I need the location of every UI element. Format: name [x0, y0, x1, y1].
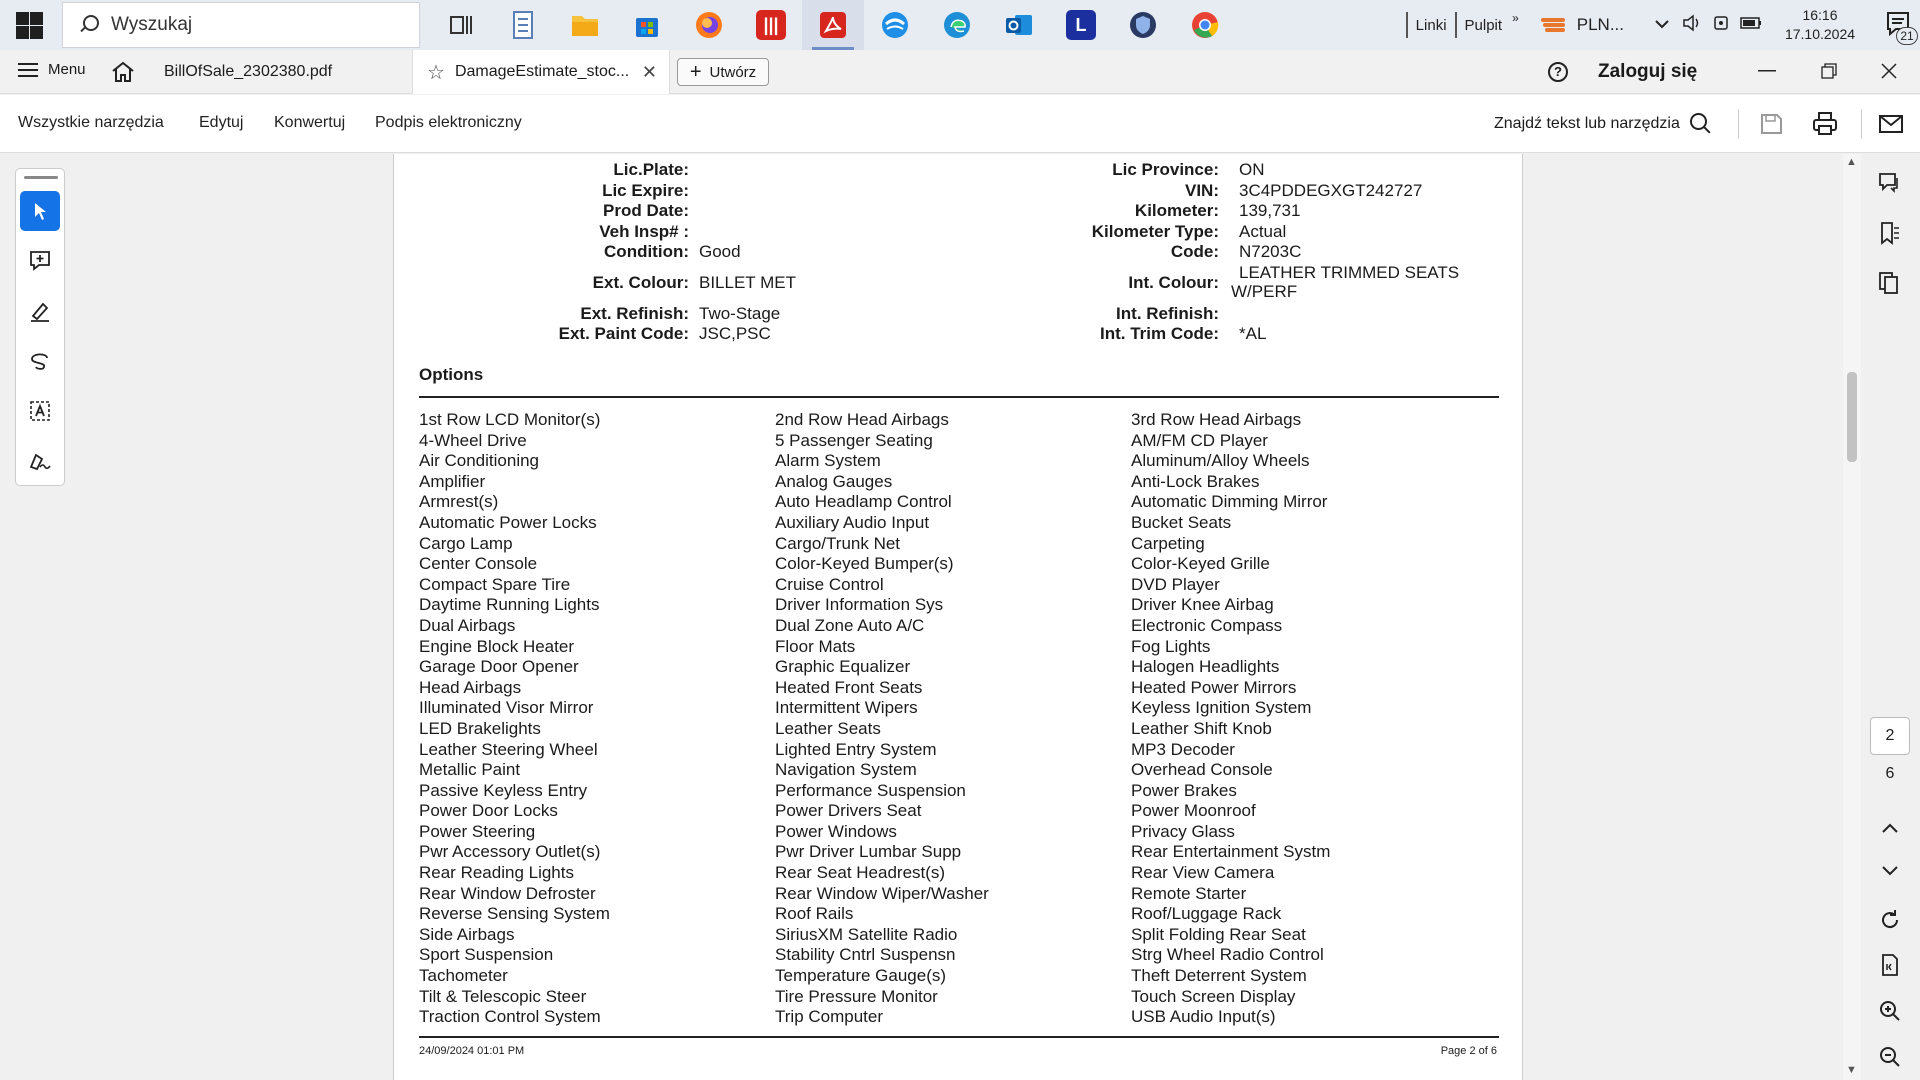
- option-item: Anti-Lock Brakes: [1131, 471, 1260, 491]
- rotate-icon[interactable]: [1876, 906, 1904, 934]
- option-item: Roof Rails: [775, 904, 854, 924]
- options-heading: Options: [419, 365, 484, 384]
- option-item: Remote Starter: [1131, 883, 1247, 903]
- option-item: Garage Door Opener: [419, 657, 579, 677]
- option-item: 3rd Row Head Airbags: [1131, 410, 1302, 429]
- field-value: JSC,PSC: [699, 324, 771, 343]
- option-item: Driver Information Sys: [775, 595, 944, 615]
- option-item: DVD Player: [1131, 574, 1220, 594]
- vehicle-row: [394, 242, 1522, 263]
- search-icon: [1690, 113, 1712, 135]
- pages-panel-icon[interactable]: [1874, 268, 1904, 298]
- option-item: Halogen Headlights: [1131, 657, 1280, 677]
- option-item: Air Conditioning: [419, 451, 540, 471]
- option-item: Cruise Control: [775, 574, 884, 594]
- weather-label[interactable]: PLN...: [1576, 15, 1624, 34]
- close-tab-icon[interactable]: ✕: [641, 61, 657, 82]
- taskbar-clock[interactable]: [1770, 6, 1870, 44]
- option-item: Power Drivers Seat: [775, 801, 922, 821]
- field-label: Kilometer:: [1134, 201, 1219, 220]
- field-label: Int. Refinish:: [1116, 304, 1219, 323]
- option-item: Side Airbags: [419, 924, 515, 944]
- restore-icon[interactable]: [1809, 56, 1849, 86]
- option-item: Tire Pressure Monitor: [775, 986, 938, 1006]
- option-item: Illuminated Visor Mirror: [419, 698, 594, 718]
- options-column-1: [419, 410, 610, 1028]
- option-item: Driver Knee Airbag: [1131, 595, 1274, 615]
- option-item: AM/FM CD Player: [1131, 430, 1268, 450]
- option-item: Traction Control System: [419, 1007, 601, 1027]
- menu-button[interactable]: [18, 61, 86, 78]
- field-value: 139,731: [1239, 201, 1301, 220]
- edit-menu[interactable]: Edytuj: [199, 114, 244, 131]
- option-item: Color-Keyed Bumper(s): [775, 554, 954, 574]
- previous-page-icon[interactable]: [1876, 814, 1904, 842]
- option-item: Rear Reading Lights: [419, 863, 574, 883]
- field-label: Ext. Refinish:: [580, 304, 689, 323]
- option-item: Fog Lights: [1131, 636, 1211, 656]
- document-scrollbar[interactable]: [1843, 154, 1861, 1080]
- field-value-continued: W/PERF: [1231, 282, 1298, 301]
- option-item: Strg Wheel Radio Control: [1131, 945, 1324, 965]
- option-item: Power Windows: [775, 821, 897, 841]
- option-item: Lighted Entry System: [775, 739, 937, 759]
- option-item: Leather Shift Knob: [1131, 718, 1272, 738]
- current-page-input[interactable]: 2: [1870, 717, 1910, 755]
- file-explorer-icon[interactable]: [554, 0, 616, 50]
- windows-start-icon[interactable]: [14, 10, 44, 40]
- option-item: Amplifier: [419, 471, 486, 491]
- select-tool-icon[interactable]: [20, 191, 60, 231]
- option-item: Roof/Luggage Rack: [1131, 904, 1282, 924]
- option-item: Split Folding Rear Seat: [1131, 924, 1306, 944]
- zoom-in-icon[interactable]: [1876, 997, 1904, 1025]
- field-label: Code:: [1170, 242, 1219, 261]
- l-app-icon[interactable]: L: [1050, 0, 1112, 50]
- option-item: Metallic Paint: [419, 760, 521, 780]
- option-item: Auto Headlamp Control: [775, 492, 952, 512]
- option-item: Analog Gauges: [775, 471, 893, 491]
- option-item: 4-Wheel Drive: [419, 430, 527, 450]
- minimize-icon[interactable]: [1747, 56, 1787, 86]
- vehicle-row: [394, 222, 1522, 243]
- highlight-pen-icon[interactable]: [20, 291, 60, 331]
- field-value: Actual: [1239, 222, 1287, 241]
- option-item: Aluminum/Alloy Wheels: [1131, 451, 1310, 471]
- option-item: Carpeting: [1131, 533, 1205, 553]
- sign-in-button[interactable]: Zaloguj się: [1598, 61, 1698, 82]
- save-icon[interactable]: [1756, 109, 1786, 139]
- print-icon[interactable]: [1810, 109, 1840, 139]
- scrollbar-thumb[interactable]: [1847, 372, 1857, 462]
- add-comment-icon[interactable]: [20, 241, 60, 281]
- bookmarks-panel-icon[interactable]: [1874, 218, 1904, 248]
- toolbar-divider: [1861, 109, 1862, 139]
- option-item: Bucket Seats: [1131, 512, 1232, 532]
- windows-taskbar: [0, 0, 1920, 50]
- chrome-icon[interactable]: [1174, 0, 1236, 50]
- footer-page-number: Page 2 of 6: [1440, 1045, 1497, 1057]
- option-item: Daytime Running Lights: [419, 595, 600, 615]
- chevron-up-icon[interactable]: [1654, 17, 1670, 34]
- email-icon[interactable]: [1876, 109, 1906, 139]
- app-red-icon[interactable]: |||: [740, 0, 802, 50]
- option-item: Armrest(s): [419, 492, 499, 512]
- comments-panel-icon[interactable]: [1874, 168, 1904, 198]
- field-label: Int. Colour:: [1128, 273, 1219, 292]
- tray-divider: [1406, 12, 1408, 38]
- option-item: Overhead Console: [1131, 760, 1273, 780]
- scroll-down-arrow-icon[interactable]: ▼: [1846, 1064, 1857, 1076]
- outlook-icon[interactable]: [988, 0, 1050, 50]
- option-item: Engine Block Heater: [419, 636, 574, 656]
- scroll-up-arrow-icon[interactable]: ▲: [1846, 156, 1857, 168]
- convert-menu[interactable]: Konwertuj: [274, 114, 346, 131]
- vehicle-row: [394, 263, 1522, 301]
- option-item: Rear Seat Headrest(s): [775, 863, 946, 883]
- field-label: Kilometer Type:: [1091, 222, 1219, 241]
- field-label: Condition:: [604, 242, 689, 261]
- option-item: Navigation System: [775, 760, 917, 780]
- tray-divider: [1455, 12, 1457, 38]
- freehand-draw-icon[interactable]: [20, 341, 60, 381]
- search-icon: [77, 14, 99, 36]
- rail-grip-handle[interactable]: [24, 176, 58, 179]
- option-item: Automatic Dimming Mirror: [1131, 492, 1328, 512]
- option-item: Dual Zone Auto A/C: [775, 615, 925, 635]
- option-item: Power Steering: [419, 821, 536, 841]
- field-label: Prod Date:: [603, 201, 689, 220]
- star-icon[interactable]: ☆: [427, 61, 445, 84]
- firefox-icon[interactable]: [678, 0, 740, 50]
- vehicle-row: [394, 160, 1522, 181]
- field-label: Veh Insp# :: [599, 222, 689, 241]
- option-item: Touch Screen Display: [1131, 986, 1296, 1006]
- tab-billofsale[interactable]: [150, 50, 410, 94]
- task-view-icon[interactable]: [430, 0, 492, 50]
- notepad-icon[interactable]: [492, 0, 554, 50]
- option-item: LED Brakelights: [419, 718, 541, 738]
- option-item: Head Airbags: [419, 677, 522, 697]
- battery-icon[interactable]: [1740, 16, 1762, 34]
- option-item: 1st Row LCD Monitor(s): [419, 410, 601, 429]
- option-item: 5 Passenger Seating: [775, 430, 933, 450]
- esign-menu[interactable]: Podpis elektroniczny: [375, 114, 522, 131]
- find-text-or-tools[interactable]: [1494, 113, 1712, 135]
- toolbar-overflow-icon[interactable]: »: [1512, 11, 1519, 25]
- option-item: Sport Suspension: [419, 945, 554, 965]
- options-divider: [419, 396, 1499, 398]
- option-item: Center Console: [419, 554, 538, 574]
- option-item: MP3 Decoder: [1131, 739, 1235, 759]
- vehicle-row: [394, 324, 1522, 345]
- field-value: LEATHER TRIMMED SEATS: [1239, 263, 1460, 282]
- quick-tools-rail: [15, 168, 65, 486]
- option-item: 2nd Row Head Airbags: [775, 410, 949, 429]
- option-item: Heated Power Mirrors: [1131, 677, 1297, 697]
- all-tools-menu[interactable]: Wszystkie narzędzia: [18, 114, 164, 131]
- vehicle-row: [394, 181, 1522, 202]
- toolbar-divider: [1738, 109, 1739, 139]
- home-icon[interactable]: [110, 60, 136, 84]
- desktop-toolbar[interactable]: Pulpit: [1464, 16, 1503, 34]
- vpn-icon[interactable]: [1112, 0, 1174, 50]
- option-item: Tachometer: [419, 966, 508, 986]
- system-tray: [1398, 0, 1920, 50]
- option-item: Alarm System: [775, 451, 881, 471]
- option-item: Dual Airbags: [419, 615, 516, 635]
- microsoft-store-icon[interactable]: [616, 0, 678, 50]
- option-item: USB Audio Input(s): [1131, 1007, 1276, 1027]
- footer-date: 24/09/2024 01:01 PM: [419, 1045, 525, 1057]
- option-item: Rear View Camera: [1131, 863, 1275, 883]
- option-item: Automatic Power Locks: [419, 512, 597, 532]
- option-item: Rear Window Defroster: [419, 883, 596, 903]
- close-window-icon[interactable]: [1869, 56, 1909, 86]
- option-item: Pwr Driver Lumbar Supp: [775, 842, 962, 862]
- create-button[interactable]: [677, 58, 769, 86]
- create-label: Utwórz: [709, 63, 757, 81]
- field-value: Good: [699, 242, 741, 261]
- option-item: Theft Deterrent System: [1131, 966, 1307, 986]
- field-label: Lic Province:: [1112, 160, 1219, 179]
- option-item: Compact Spare Tire: [419, 574, 571, 594]
- field-value: BILLET MET: [699, 273, 796, 292]
- help-icon[interactable]: ?: [1548, 62, 1568, 82]
- option-item: SiriusXM Satellite Radio: [775, 924, 958, 944]
- acrobat-toolbar: [0, 95, 1920, 153]
- links-toolbar[interactable]: Linki: [1415, 16, 1447, 34]
- option-item: Leather Seats: [775, 718, 881, 738]
- text-box-icon[interactable]: [20, 391, 60, 431]
- field-label: Ext. Paint Code:: [558, 324, 689, 343]
- option-item: Tilt & Telescopic Steer: [419, 986, 587, 1006]
- option-item: Color-Keyed Grille: [1131, 554, 1270, 574]
- option-item: Intermittent Wipers: [775, 698, 918, 718]
- field-value: ON: [1239, 160, 1265, 179]
- taskbar-apps: [430, 0, 1236, 50]
- acrobat-tab-bar: [0, 50, 1920, 94]
- edge-icon[interactable]: [926, 0, 988, 50]
- total-pages: 6: [1885, 765, 1895, 782]
- field-value: *AL: [1239, 324, 1267, 343]
- option-item: Rear Window Wiper/Washer: [775, 883, 989, 903]
- field-value: 3C4PDDEGXGT242727: [1239, 181, 1423, 200]
- option-item: Electronic Compass: [1131, 615, 1283, 635]
- option-item: Stability Cntrl Suspensn: [775, 945, 956, 965]
- tab-damageestimate[interactable]: [412, 50, 670, 94]
- option-item: Auxiliary Audio Input: [775, 512, 930, 532]
- thunderbird-icon[interactable]: [864, 0, 926, 50]
- network-icon[interactable]: [1712, 14, 1730, 36]
- sign-icon[interactable]: [20, 441, 60, 481]
- field-label: Lic.Plate:: [613, 160, 689, 179]
- notification-count-badge: 21: [1896, 27, 1918, 45]
- option-item: Performance Suspension: [775, 780, 966, 800]
- option-item: Trip Computer: [775, 1007, 884, 1027]
- menu-label: Menu: [48, 61, 86, 78]
- volume-icon[interactable]: [1682, 14, 1702, 36]
- field-label: Lic Expire:: [602, 181, 689, 200]
- tab-billofsale-label: BillOfSale_2302380.pdf: [164, 63, 333, 80]
- plus-icon: +: [689, 60, 702, 83]
- field-value: N7203C: [1239, 242, 1302, 261]
- field-label: Int. Trim Code:: [1100, 324, 1219, 343]
- options-column-3: [1131, 410, 1330, 1028]
- notification-center-icon[interactable]: [1876, 3, 1920, 47]
- field-label: VIN:: [1185, 181, 1219, 200]
- vehicle-row: [394, 201, 1522, 222]
- option-item: Graphic Equalizer: [775, 657, 911, 677]
- option-item: Floor Mats: [775, 636, 856, 656]
- weather-icon[interactable]: [1539, 12, 1569, 38]
- option-item: Reverse Sensing System: [419, 904, 610, 924]
- interior-colour-value: [1231, 263, 1491, 301]
- option-item: Privacy Glass: [1131, 821, 1235, 841]
- option-item: Rear Entertainment Systm: [1131, 842, 1331, 862]
- acrobat-icon[interactable]: [802, 0, 864, 50]
- option-item: Leather Steering Wheel: [419, 739, 598, 759]
- option-item: Power Moonroof: [1131, 801, 1256, 821]
- option-item: Power Door Locks: [419, 801, 558, 821]
- option-item: Power Brakes: [1131, 780, 1237, 800]
- zoom-out-icon[interactable]: [1876, 1043, 1904, 1071]
- pdf-page: [393, 154, 1523, 1080]
- find-label: Znajdź tekst lub narzędzia: [1494, 115, 1680, 132]
- field-value: Two-Stage: [699, 304, 781, 323]
- next-page-icon[interactable]: [1876, 857, 1904, 885]
- option-item: Keyless Ignition System: [1131, 698, 1312, 718]
- tab-damageestimate-label: DamageEstimate_stoc...: [454, 63, 630, 80]
- footer-divider: [419, 1036, 1499, 1038]
- clock-date: 17.10.2024: [1784, 26, 1856, 42]
- vehicle-row: [394, 304, 1522, 325]
- options-column-2: [775, 410, 989, 1028]
- hamburger-icon: [18, 62, 38, 78]
- option-item: Heated Front Seats: [775, 677, 923, 697]
- option-item: Passive Keyless Entry: [419, 780, 588, 800]
- clock-time: 16:16: [1802, 7, 1838, 23]
- page-display-icon[interactable]: [1876, 951, 1904, 979]
- taskbar-search-placeholder: Wyszukaj: [111, 14, 193, 35]
- option-item: Temperature Gauge(s): [775, 966, 947, 986]
- taskbar-search-box[interactable]: [62, 2, 420, 48]
- option-item: Cargo Lamp: [419, 533, 513, 553]
- option-item: Pwr Accessory Outlet(s): [419, 842, 601, 862]
- field-label: Ext. Colour:: [592, 273, 689, 292]
- option-item: Cargo/Trunk Net: [775, 533, 901, 553]
